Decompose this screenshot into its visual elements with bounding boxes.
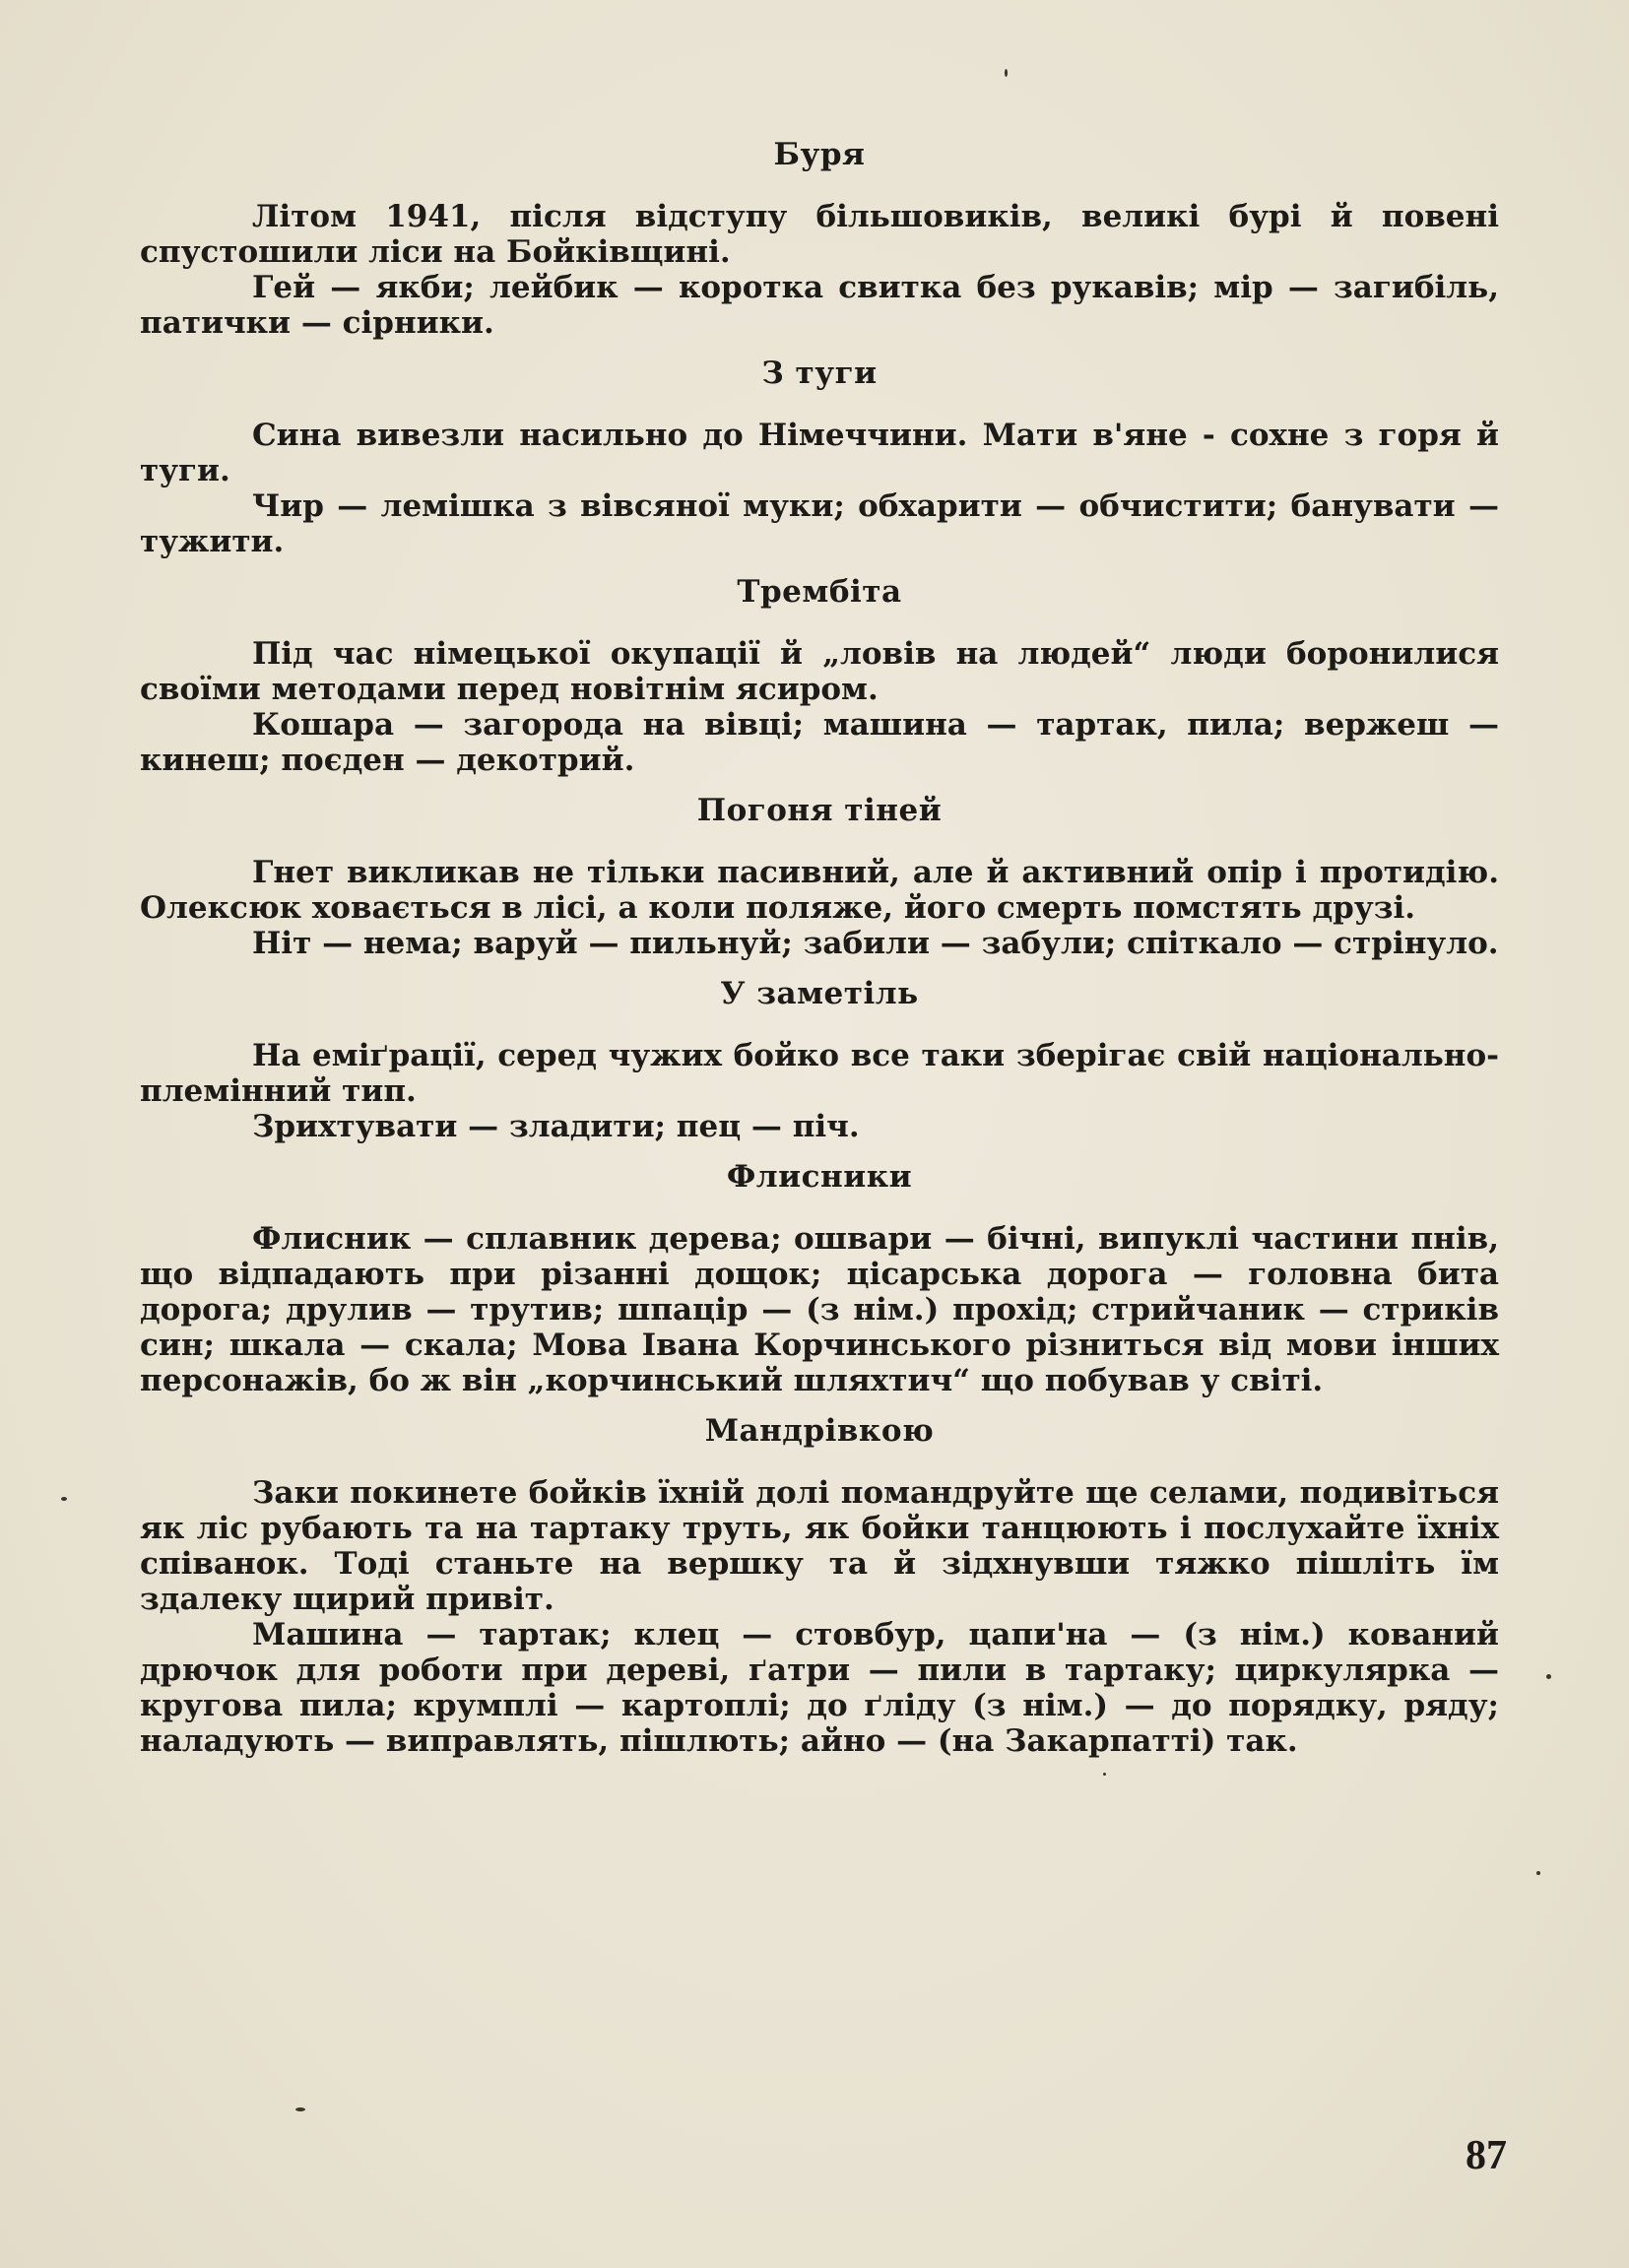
paragraph: Заки покинете бойків їхній долі помандруйте ще селами, подивіться як ліс рубають та на тартаку труть, як бойки танцюють і послухайте їхніх співанок. Тоді станьте на вершку та й зідхнувши тяжко пішліть їм здалеку щирий привіт. — [140, 1475, 1499, 1617]
paragraph: Сина вивезли насильно до Німеччини. Мати в'яне - сохне з горя й туги. — [140, 418, 1499, 488]
glossary-paragraph: Машина — тартак; клец — стовбур, цапи'на — (з нім.) кований дрючок для роботи при дереві, ґатри — пили в тартаку; циркулярка — кругова пила; крумплі — картоплі; до ґліду (з нім.) — до порядку, ряду; наладують — виправлять, пішлють; айно — (на Закарпатті) так. — [140, 1617, 1499, 1759]
section-flysnyky — [140, 1158, 1499, 1398]
glossary-paragraph: Ніт — нема; варуй — пильнуй; забили — забули; спіткало — стрінуло. — [252, 926, 1499, 961]
section-u-zametil — [140, 975, 1499, 1144]
section-title: У заметіль — [720, 976, 919, 1011]
paper-speck — [295, 2107, 305, 2111]
glossary-paragraph: Гей — якби; лейбик — коротка свитка без рукавів; мір — загибіль, патички — сірники. — [140, 270, 1499, 341]
section-pogonya-tiney — [140, 792, 1499, 961]
section-z-tugy — [140, 355, 1499, 559]
section-title: Буря — [773, 137, 866, 172]
section-burya — [140, 136, 1499, 341]
section-title: Погоня тіней — [696, 793, 943, 828]
section-title: Мандрівкою — [704, 1413, 935, 1449]
paragraph: На еміґрації, серед чужих бойко все таки зберігає свій національно-племінний тип. — [140, 1038, 1499, 1109]
section-trembita — [140, 573, 1499, 778]
page-number: 87 — [1466, 2133, 1507, 2178]
glossary-paragraph: Зрихтувати — зладити; пец — піч. — [252, 1109, 860, 1144]
paper-speck — [1536, 1871, 1540, 1875]
paper-speck — [1546, 1674, 1551, 1679]
section-title: З туги — [761, 356, 878, 391]
paragraph: Під час німецької окупації й „ловів на людей“ люди боронилися своїми методами перед новітнім ясиром. — [140, 636, 1499, 707]
section-title: Флисники — [726, 1159, 913, 1195]
text-block — [140, 136, 1499, 1759]
paper-speck — [61, 1497, 67, 1501]
paragraph: Гнет викликав не тільки пасивний, але й активний опір і протидію. Олексюк ховається в лісі, а коли поляже, його смерть помстять друзі. — [140, 855, 1499, 926]
section-title: Трембіта — [737, 574, 902, 610]
glossary-paragraph: Кошара — загорода на вівці; машина — тартак, пила; вержеш — кинеш; поєден — декотрий. — [140, 707, 1499, 778]
glossary-paragraph: Чир — лемішка з вівсяної муки; обхарити — обчистити; банувати — тужити. — [140, 488, 1499, 559]
paragraph: Літом 1941, після відступу більшовиків, великі бурі й повені спустошили ліси на Бойківщині. — [140, 199, 1499, 270]
section-mandrivkoyu — [140, 1412, 1499, 1759]
paper-speck — [1103, 1773, 1106, 1776]
paper-speck — [1005, 69, 1008, 77]
glossary-paragraph: Флисник — сплавник дерева; ошвари — бічні, випуклі частини пнів, що відпадають при різанні дощок; цісарська дорога — головна бита дорога; друлив — трутив; шпацір — (з нім.) прохід; стрийчаник — стриків син; шкала — скала; Мова Івана Корчинського різниться від мови інших персонажів, бо ж він „корчинський шляхтич“ що побував у світі. — [140, 1221, 1499, 1398]
